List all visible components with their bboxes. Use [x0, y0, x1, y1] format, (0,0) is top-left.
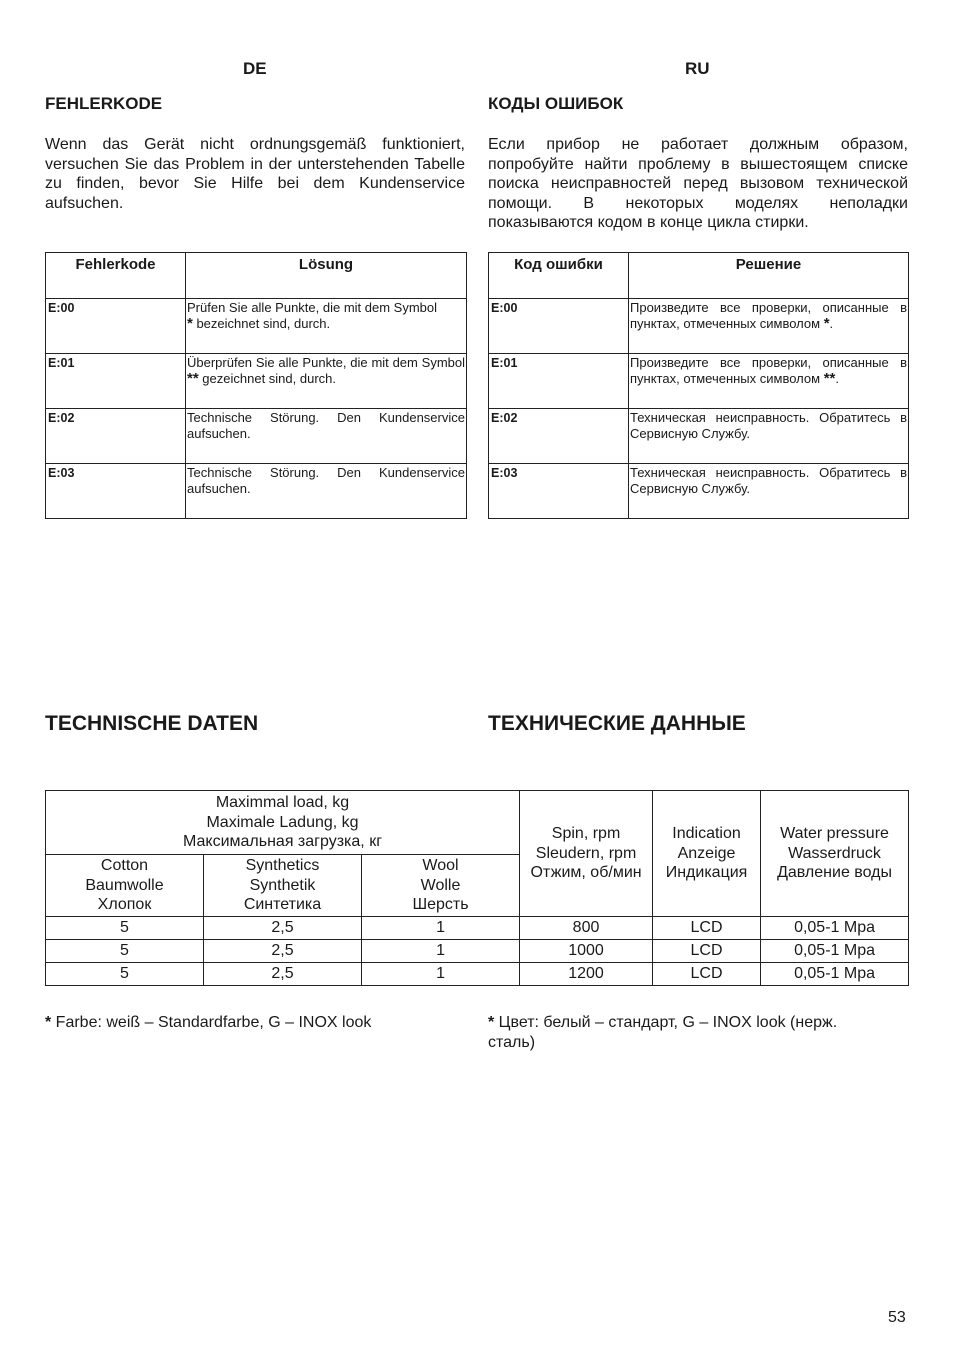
star-symbol: *	[488, 1014, 495, 1031]
solution-text: Техническая неисправность. Обратитесь в Сервисную Службу.	[630, 465, 907, 496]
error-code: E:00	[48, 301, 75, 315]
star-symbol: *	[45, 1014, 52, 1031]
table-cell: 0,05-1 Mpa	[761, 917, 909, 940]
synthetics-header: Synthetics Synthetik Синтетика	[204, 855, 362, 917]
solution-text: Prüfen Sie alle Punkte, die mit dem Symbol * bezeichnet sind, durch.	[187, 300, 438, 332]
table-cell: 2,5	[204, 963, 362, 986]
table-cell: 800	[520, 917, 653, 940]
table-cell: 5	[46, 917, 204, 940]
tech-data-heading-de: TECHNISCHE DATEN	[45, 712, 259, 735]
error-code: E:03	[491, 466, 518, 480]
table-row	[46, 354, 467, 409]
table-cell: 5	[46, 963, 204, 986]
cotton-header: Cotton Baumwolle Хлопок	[46, 855, 204, 917]
column-header-solution: Решение	[629, 253, 909, 299]
tech-data-heading-ru: ТЕХНИЧЕСКИЕ ДАННЫЕ	[488, 712, 746, 735]
footnote-de: * Farbe: weiß – Standardfarbe, G – INOX look	[45, 1014, 372, 1031]
table-cell: 5	[46, 940, 204, 963]
table-cell: LCD	[653, 940, 761, 963]
table-row	[489, 409, 909, 464]
table-row	[46, 464, 467, 519]
max-load-header: Maximmal load, kg Maximale Ladung, kg Максимальная загрузка, кг	[46, 791, 520, 855]
intro-paragraph-ru: Если прибор не работает должным образом, попробуйте найти проблему в вышестоящем списке поиска неисправностей перед вызовом технической помощи. В некоторых моделях неполадки показываются кодом в конце цикла стирки.	[488, 136, 908, 232]
technical-data-table	[45, 790, 909, 986]
table-cell: 1	[362, 917, 520, 940]
solution-text: Произведите все проверки, описанные в пунктах, отмеченных символом **.	[630, 355, 907, 387]
table-row	[46, 963, 909, 986]
intro-paragraph-de: Wenn das Gerät nicht ordnungsgemäß funktioniert, versuchen Sie das Problem in der unterstehenden Tabelle zu finden, bevor Sie Hilfe bei dem Kundenservice aufsuchen.	[45, 136, 465, 212]
table-cell: 2,5	[204, 917, 362, 940]
table-cell: LCD	[653, 963, 761, 986]
page-number: 53	[888, 1309, 906, 1326]
solution-text: Technische Störung. Den Kundenservice aufsuchen.	[187, 410, 465, 441]
star-symbol: *	[187, 315, 193, 332]
wool-header: Wool Wolle Шерсть	[362, 855, 520, 917]
error-code: E:00	[491, 301, 518, 315]
table-row	[46, 409, 467, 464]
column-header-code: Fehlerkode	[46, 253, 186, 299]
table-header-row	[46, 791, 909, 855]
table-header-row	[46, 253, 467, 299]
table-header-row	[489, 253, 909, 299]
table-cell: LCD	[653, 917, 761, 940]
solution-text: Technische Störung. Den Kundenservice aufsuchen.	[187, 465, 465, 496]
error-code: E:01	[491, 356, 518, 370]
table-cell: 1	[362, 940, 520, 963]
table-row	[46, 917, 909, 940]
table-cell: 0,05-1 Mpa	[761, 963, 909, 986]
error-code: E:01	[48, 356, 75, 370]
star-symbol: **	[187, 370, 199, 387]
lang-label-ru: RU	[685, 59, 710, 78]
table-row	[489, 299, 909, 354]
column-header-solution: Lösung	[186, 253, 467, 299]
table-row	[489, 354, 909, 409]
solution-text: Überprüfen Sie alle Punkte, die mit dem Symbol ** gezeichnet sind, durch.	[187, 355, 465, 387]
water-pressure-header: Water pressure Wasserdruck Давление воды	[761, 791, 909, 917]
table-cell: 2,5	[204, 940, 362, 963]
table-cell: 1	[362, 963, 520, 986]
error-codes-heading-de: FEHLERKODE	[45, 94, 163, 113]
solution-text: Произведите все проверки, описанные в пунктах, отмеченных символом *.	[630, 300, 907, 332]
solution-text: Техническая неисправность. Обратитесь в Сервисную Службу.	[630, 410, 907, 441]
indication-header: Indication Anzeige Индикация	[653, 791, 761, 917]
lang-label-de: DE	[243, 59, 267, 78]
table-row	[489, 464, 909, 519]
error-code-table-ru	[488, 252, 909, 519]
footnote-ru: * Цвет: белый – стандарт, G – INOX look (нерж. сталь)	[488, 1014, 838, 1051]
table-cell: 1200	[520, 963, 653, 986]
error-code-table-de	[45, 252, 467, 519]
table-row	[46, 940, 909, 963]
spin-header: Spin, rpm Sleudern, rpm Отжим, об/мин	[520, 791, 653, 917]
error-codes-heading-ru: КОДЫ ОШИБОК	[488, 94, 624, 113]
table-cell: 1000	[520, 940, 653, 963]
error-code: E:03	[48, 466, 75, 480]
table-cell: 0,05-1 Mpa	[761, 940, 909, 963]
table-row	[46, 299, 467, 354]
error-code: E:02	[491, 411, 518, 425]
column-header-code: Код ошибки	[489, 253, 629, 299]
star-symbol: **	[823, 370, 836, 387]
error-code: E:02	[48, 411, 75, 425]
star-symbol: *	[823, 315, 830, 332]
